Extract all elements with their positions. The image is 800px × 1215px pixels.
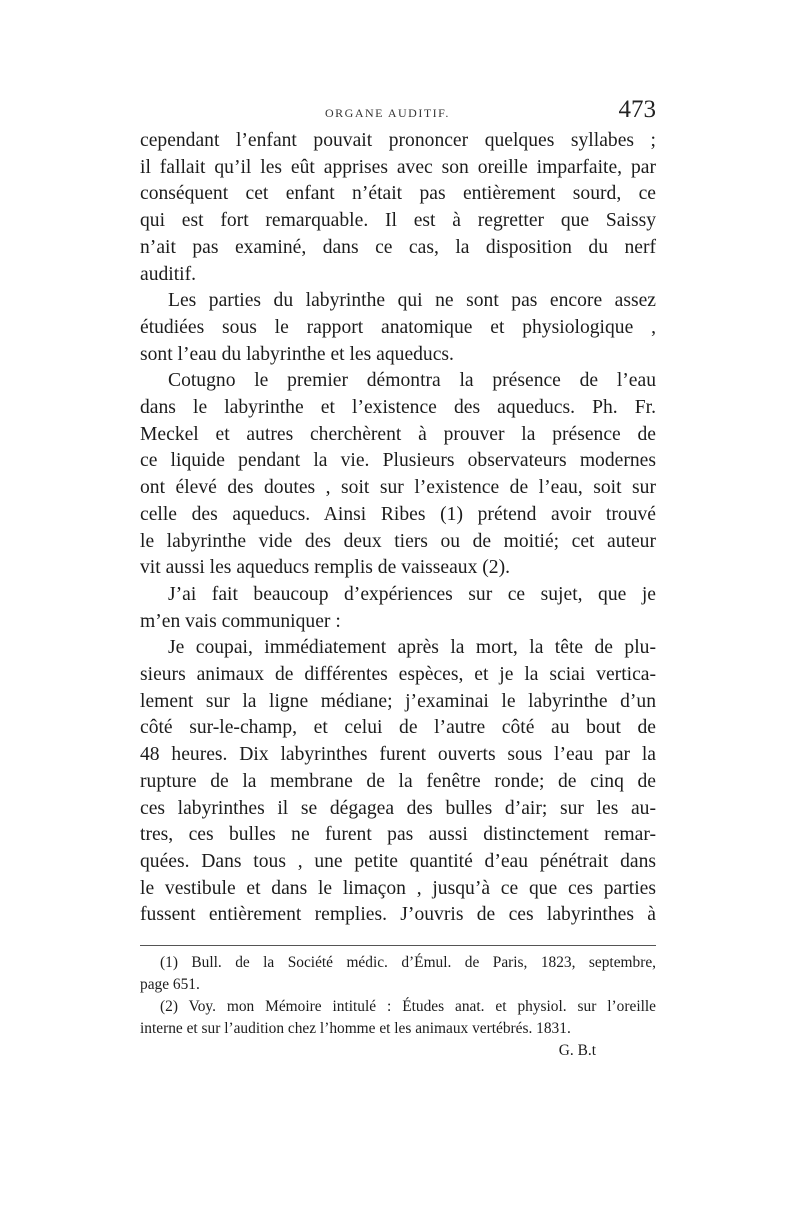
- text-line: Cotugno le premier démontra la présence de l’eau: [168, 370, 656, 392]
- text-line: cependant l’enfant pouvait prononcer quelques syllabes ;: [140, 130, 656, 151]
- text-line: sont l’eau du labyrinthe et les aqueducs.: [140, 343, 454, 365]
- text-line: fussent entièrement remplies. J’ouvris de ces labyrinthes à: [140, 904, 656, 926]
- footnote-line: page 651.: [140, 976, 200, 994]
- text-line: quées. Dans tous , une petite quantité d’eau pénétrait dans: [140, 850, 656, 872]
- footnote-line: interne et sur l’audition chez l’homme et les animaux vertébrés. 1831.: [140, 1020, 571, 1038]
- text-line: J’ai fait beaucoup d’expériences sur ce sujet, que je: [168, 583, 656, 605]
- text-line: dans le labyrinthe et l’existence des aqueducs. Ph. Fr.: [140, 397, 656, 419]
- book-page: [140, 96, 656, 1062]
- text-line: rupture de la membrane de la fenêtre ronde; de cinq de: [140, 770, 656, 792]
- text-line: qui est fort remarquable. Il est à regretter que Saissy: [140, 210, 656, 232]
- text-line: vit aussi les aqueducs remplis de vaisseaux (2).: [140, 557, 511, 579]
- text-line: n’ait pas examiné, dans ce cas, la disposition du nerf: [140, 236, 656, 258]
- text-line: le vestibule et dans le limaçon , jusqu’à ce que ces parties: [140, 877, 656, 899]
- text-line: le labyrinthe vide des deux tiers ou de moitié; cet auteur: [140, 530, 656, 552]
- text-line: celle des aqueducs. Ainsi Ribes (1) prétend avoir trouvé: [140, 503, 656, 525]
- footnote-divider: [140, 945, 656, 946]
- footnotes: [140, 952, 656, 1040]
- footnote-line: (2) Voy. mon Mémoire intitulé : Études anat. et physiol. sur l’oreille: [160, 998, 656, 1016]
- text-line: auditif.: [140, 263, 197, 285]
- text-line: Les parties du labyrinthe qui ne sont pas encore assez: [168, 290, 656, 312]
- text-line: côté sur-le-champ, et celui de l’autre côté au bout de: [140, 717, 656, 739]
- text-line: Meckel et autres cherchèrent à prouver la présence de: [140, 423, 656, 445]
- text-line: m’en vais communiquer :: [140, 610, 341, 632]
- footnote-line: (1) Bull. de la Société médic. d’Émul. de Paris, 1823, septembre,: [160, 954, 656, 972]
- text-line: sieurs animaux de différentes espèces, et je la sciai vertica-: [140, 664, 656, 686]
- page-number: 473: [618, 96, 656, 123]
- text-line: Je coupai, immédiatement après la mort, la tête de plu-: [168, 637, 656, 659]
- page-header: [140, 96, 656, 128]
- text-line: 48 heures. Dix labyrinthes furent ouverts sous l’eau par la: [140, 744, 656, 766]
- printer-signature: G. B.t: [558, 1042, 596, 1060]
- body-text: [140, 128, 656, 929]
- text-line: étudiées sous le rapport anatomique et physiologique ,: [140, 316, 656, 338]
- running-head: ORGANE AUDITIF.: [325, 106, 450, 120]
- text-line: il fallait qu’il les eût apprises avec son oreille imparfaite, par: [140, 156, 656, 178]
- text-line: lement sur la ligne médiane; j’examinai le labyrinthe d’un: [140, 690, 656, 712]
- text-line: ces labyrinthes il se dégagea des bulles d’air; sur les au-: [140, 797, 656, 819]
- text-line: conséquent cet enfant n’était pas entièrement sourd, ce: [140, 183, 656, 205]
- text-line: ce liquide pendant la vie. Plusieurs observateurs modernes: [140, 450, 656, 472]
- text-line: ont élevé des doutes , soit sur l’existence de l’eau, soit sur: [140, 477, 656, 499]
- text-line: tres, ces bulles ne furent pas aussi distinctement remar-: [140, 824, 656, 846]
